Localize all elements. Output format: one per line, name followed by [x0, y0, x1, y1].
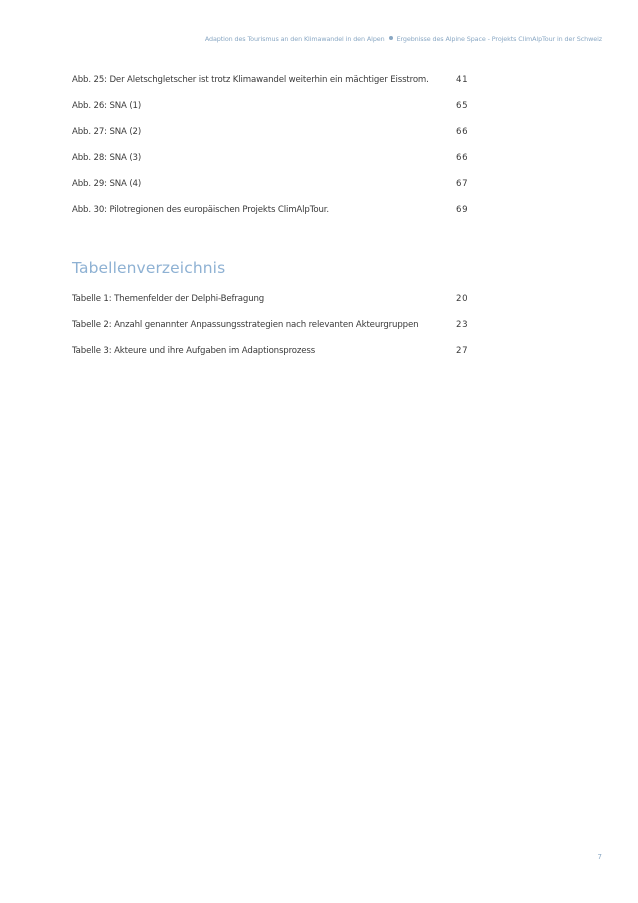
figure-entry-label: Abb. 27: SNA (2)	[72, 127, 142, 137]
header-publication-title: Adaption des Tourismus an den Klimawandel in den Alpen	[204, 35, 385, 43]
figure-entry[interactable]	[72, 99, 470, 125]
table-entry-page: 23	[456, 320, 469, 330]
page-number: 7	[597, 853, 602, 861]
figure-entry-label: Abb. 28: SNA (3)	[72, 153, 142, 163]
table-list	[72, 292, 470, 370]
table-entry-page: 27	[456, 346, 469, 356]
figure-entry-page: 66	[456, 153, 469, 163]
figure-entry-label: Abb. 29: SNA (4)	[72, 179, 142, 189]
figure-entry[interactable]	[72, 151, 470, 177]
figure-entry-page: 65	[456, 101, 469, 111]
tables-section-heading: Tabellenverzeichnis	[72, 259, 226, 277]
figure-entry-page: 69	[456, 205, 469, 215]
table-entry-label: Tabelle 1: Themenfelder der Delphi-Befragung	[72, 294, 265, 304]
table-entry[interactable]	[72, 318, 470, 344]
figure-entry-label: Abb. 30: Pilotregionen des europäischen Projekts ClimAlpTour.	[72, 205, 329, 215]
figure-list	[72, 73, 470, 229]
table-entry-label: Tabelle 2: Anzahl genannter Anpassungsstrategien nach relevanten Akteurgruppen	[72, 320, 419, 330]
bullet-separator-icon	[389, 36, 393, 40]
running-header	[205, 35, 602, 43]
figure-entry[interactable]	[72, 177, 470, 203]
figure-entry-page: 66	[456, 127, 469, 137]
figure-entry-label: Abb. 26: SNA (1)	[72, 101, 142, 111]
table-entry-page: 20	[456, 294, 469, 304]
figure-entry[interactable]	[72, 73, 470, 99]
figure-entry[interactable]	[72, 125, 470, 151]
table-entry-label: Tabelle 3: Akteure und ihre Aufgaben im Adaptionsprozess	[72, 346, 316, 356]
figure-entry[interactable]	[72, 203, 470, 229]
figure-entry-label: Abb. 25: Der Aletschgletscher ist trotz Klimawandel weiterhin ein mächtiger Eisstrom.	[72, 75, 429, 85]
header-publication-subtitle: Ergebnisse des Alpine Space - Projekts ClimAlpTour in der Schweiz	[396, 35, 602, 43]
table-entry[interactable]	[72, 292, 470, 318]
table-entry[interactable]	[72, 344, 470, 370]
figure-entry-page: 67	[456, 179, 469, 189]
figure-entry-page: 41	[456, 75, 469, 85]
